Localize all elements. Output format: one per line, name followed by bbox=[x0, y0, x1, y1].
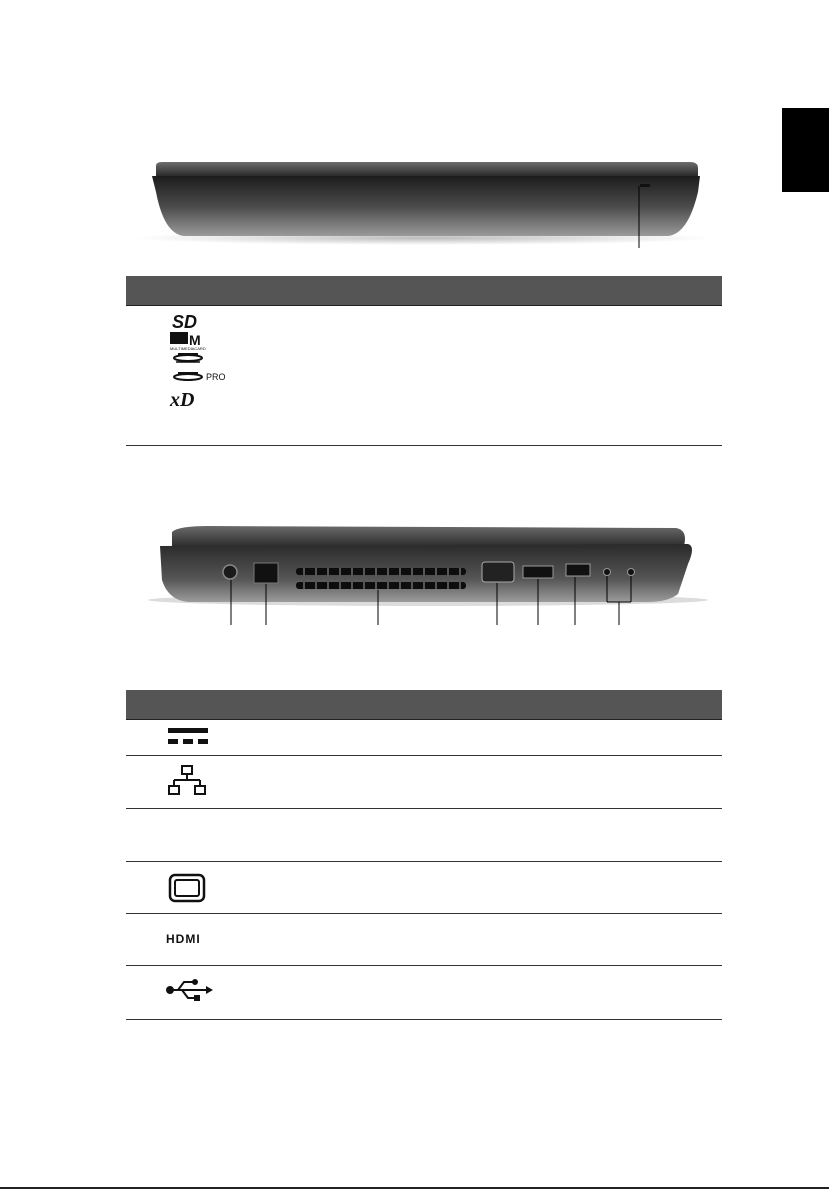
table-row bbox=[126, 306, 722, 446]
svg-text:M: M bbox=[189, 332, 201, 348]
table-row bbox=[126, 809, 722, 862]
left-view-photo bbox=[128, 510, 718, 635]
svg-text:PRO: PRO bbox=[206, 372, 226, 382]
network-icon bbox=[164, 764, 210, 803]
svg-text:xD: xD bbox=[170, 389, 195, 410]
table-header bbox=[126, 690, 722, 720]
vga-port-icon bbox=[164, 872, 210, 909]
hdmi-icon bbox=[164, 931, 216, 952]
xd-picture-card-icon bbox=[169, 389, 194, 410]
table-row bbox=[126, 862, 722, 914]
table-row bbox=[126, 914, 722, 966]
sd-card-icon bbox=[172, 312, 197, 332]
dc-in-icon bbox=[164, 726, 210, 753]
svg-text:MULTIMEDIACARD: MULTIMEDIACARD bbox=[170, 346, 206, 351]
memory-stick-icon bbox=[174, 354, 202, 362]
front-view-table bbox=[126, 276, 722, 446]
table-header bbox=[126, 276, 722, 306]
svg-text:HDMI: HDMI bbox=[166, 932, 201, 946]
svg-text:SD: SD bbox=[172, 312, 198, 332]
language-tab bbox=[782, 108, 829, 192]
table-row bbox=[126, 756, 722, 809]
front-view-photo bbox=[128, 148, 718, 248]
table-row bbox=[126, 720, 722, 756]
left-view-table bbox=[126, 690, 722, 1020]
memory-stick-pro-icon bbox=[174, 372, 226, 382]
multimediacard-icon bbox=[170, 332, 206, 351]
table-row bbox=[126, 966, 722, 1020]
usb-icon bbox=[164, 976, 214, 1009]
card-logos bbox=[164, 310, 234, 415]
